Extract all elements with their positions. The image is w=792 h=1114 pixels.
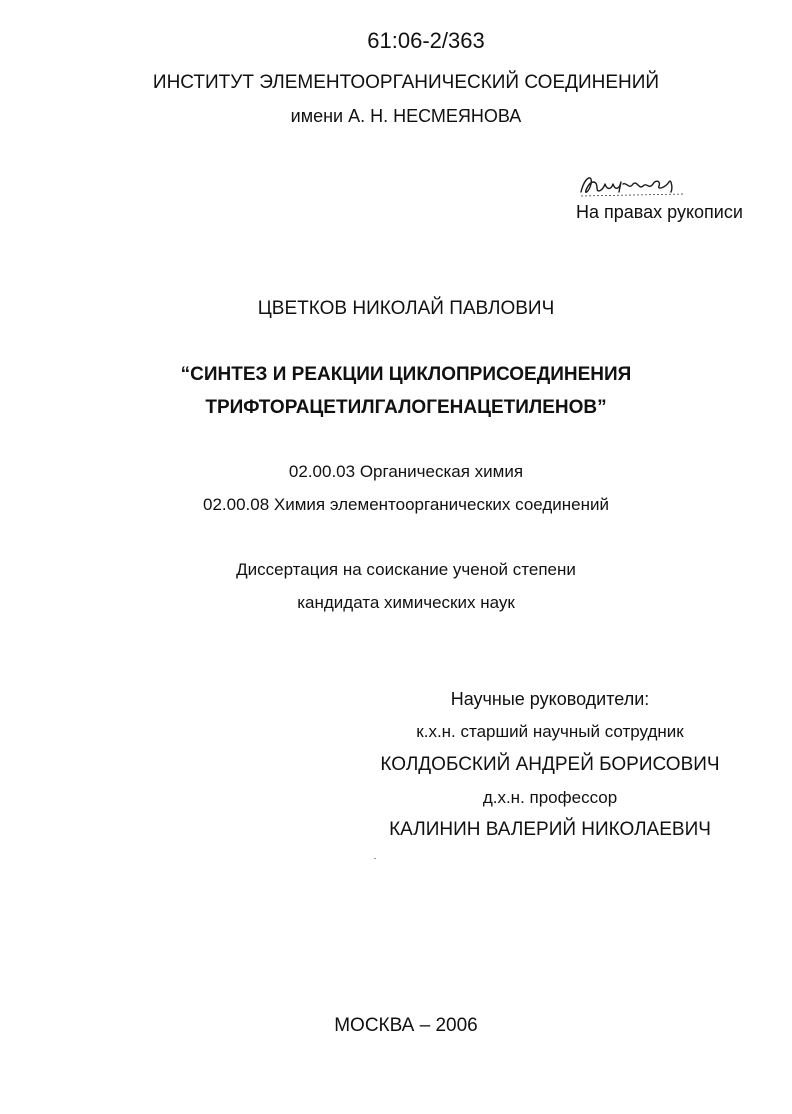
dissertation-title-line-2: ТРИФТОРАЦЕТИЛГАЛОГЕНАЦЕТИЛЕНОВ” (205, 397, 607, 418)
catalog-code: 61:06-2/363 (367, 28, 485, 53)
scan-speck (374, 858, 376, 859)
manuscript-rights-label: На правах рукописи (576, 202, 743, 222)
institute-name: ИНСТИТУТ ЭЛЕМЕНТООРГАНИЧЕСКИЙ СОЕДИНЕНИЙ (152, 72, 660, 93)
dissertation-title-line-1: “СИНТЕЗ И РЕАКЦИИ ЦИКЛОПРИСОЕДИНЕНИЯ (180, 364, 632, 385)
degree-line-1: Диссертация на соискание ученой степени (236, 560, 576, 579)
city-year: МОСКВА – 2006 (334, 1015, 478, 1036)
supervisor-1-name: КОЛДОБСКИЙ АНДРЕЙ БОРИСОВИЧ (380, 754, 720, 775)
degree-line-2: кандидата химических наук (297, 593, 515, 612)
specialty-1: 02.00.03 Органическая химия (288, 462, 524, 481)
supervisor-2-name: КАЛИНИН ВАЛЕРИЙ НИКОЛАЕВИЧ (389, 819, 711, 840)
author-name: ЦВЕТКОВ НИКОЛАЙ ПАВЛОВИЧ (257, 298, 555, 319)
specialty-2: 02.00.08 Химия элементоорганических соединений (202, 495, 609, 514)
supervisors-heading: Научные руководители: (450, 689, 650, 709)
supervisor-1-role: к.х.н. старший научный сотрудник (416, 722, 684, 741)
institute-dedication: имени А. Н. НЕСМЕЯНОВА (290, 106, 522, 126)
author-signature (575, 170, 695, 202)
supervisor-2-role: д.х.н. профессор (482, 788, 618, 807)
